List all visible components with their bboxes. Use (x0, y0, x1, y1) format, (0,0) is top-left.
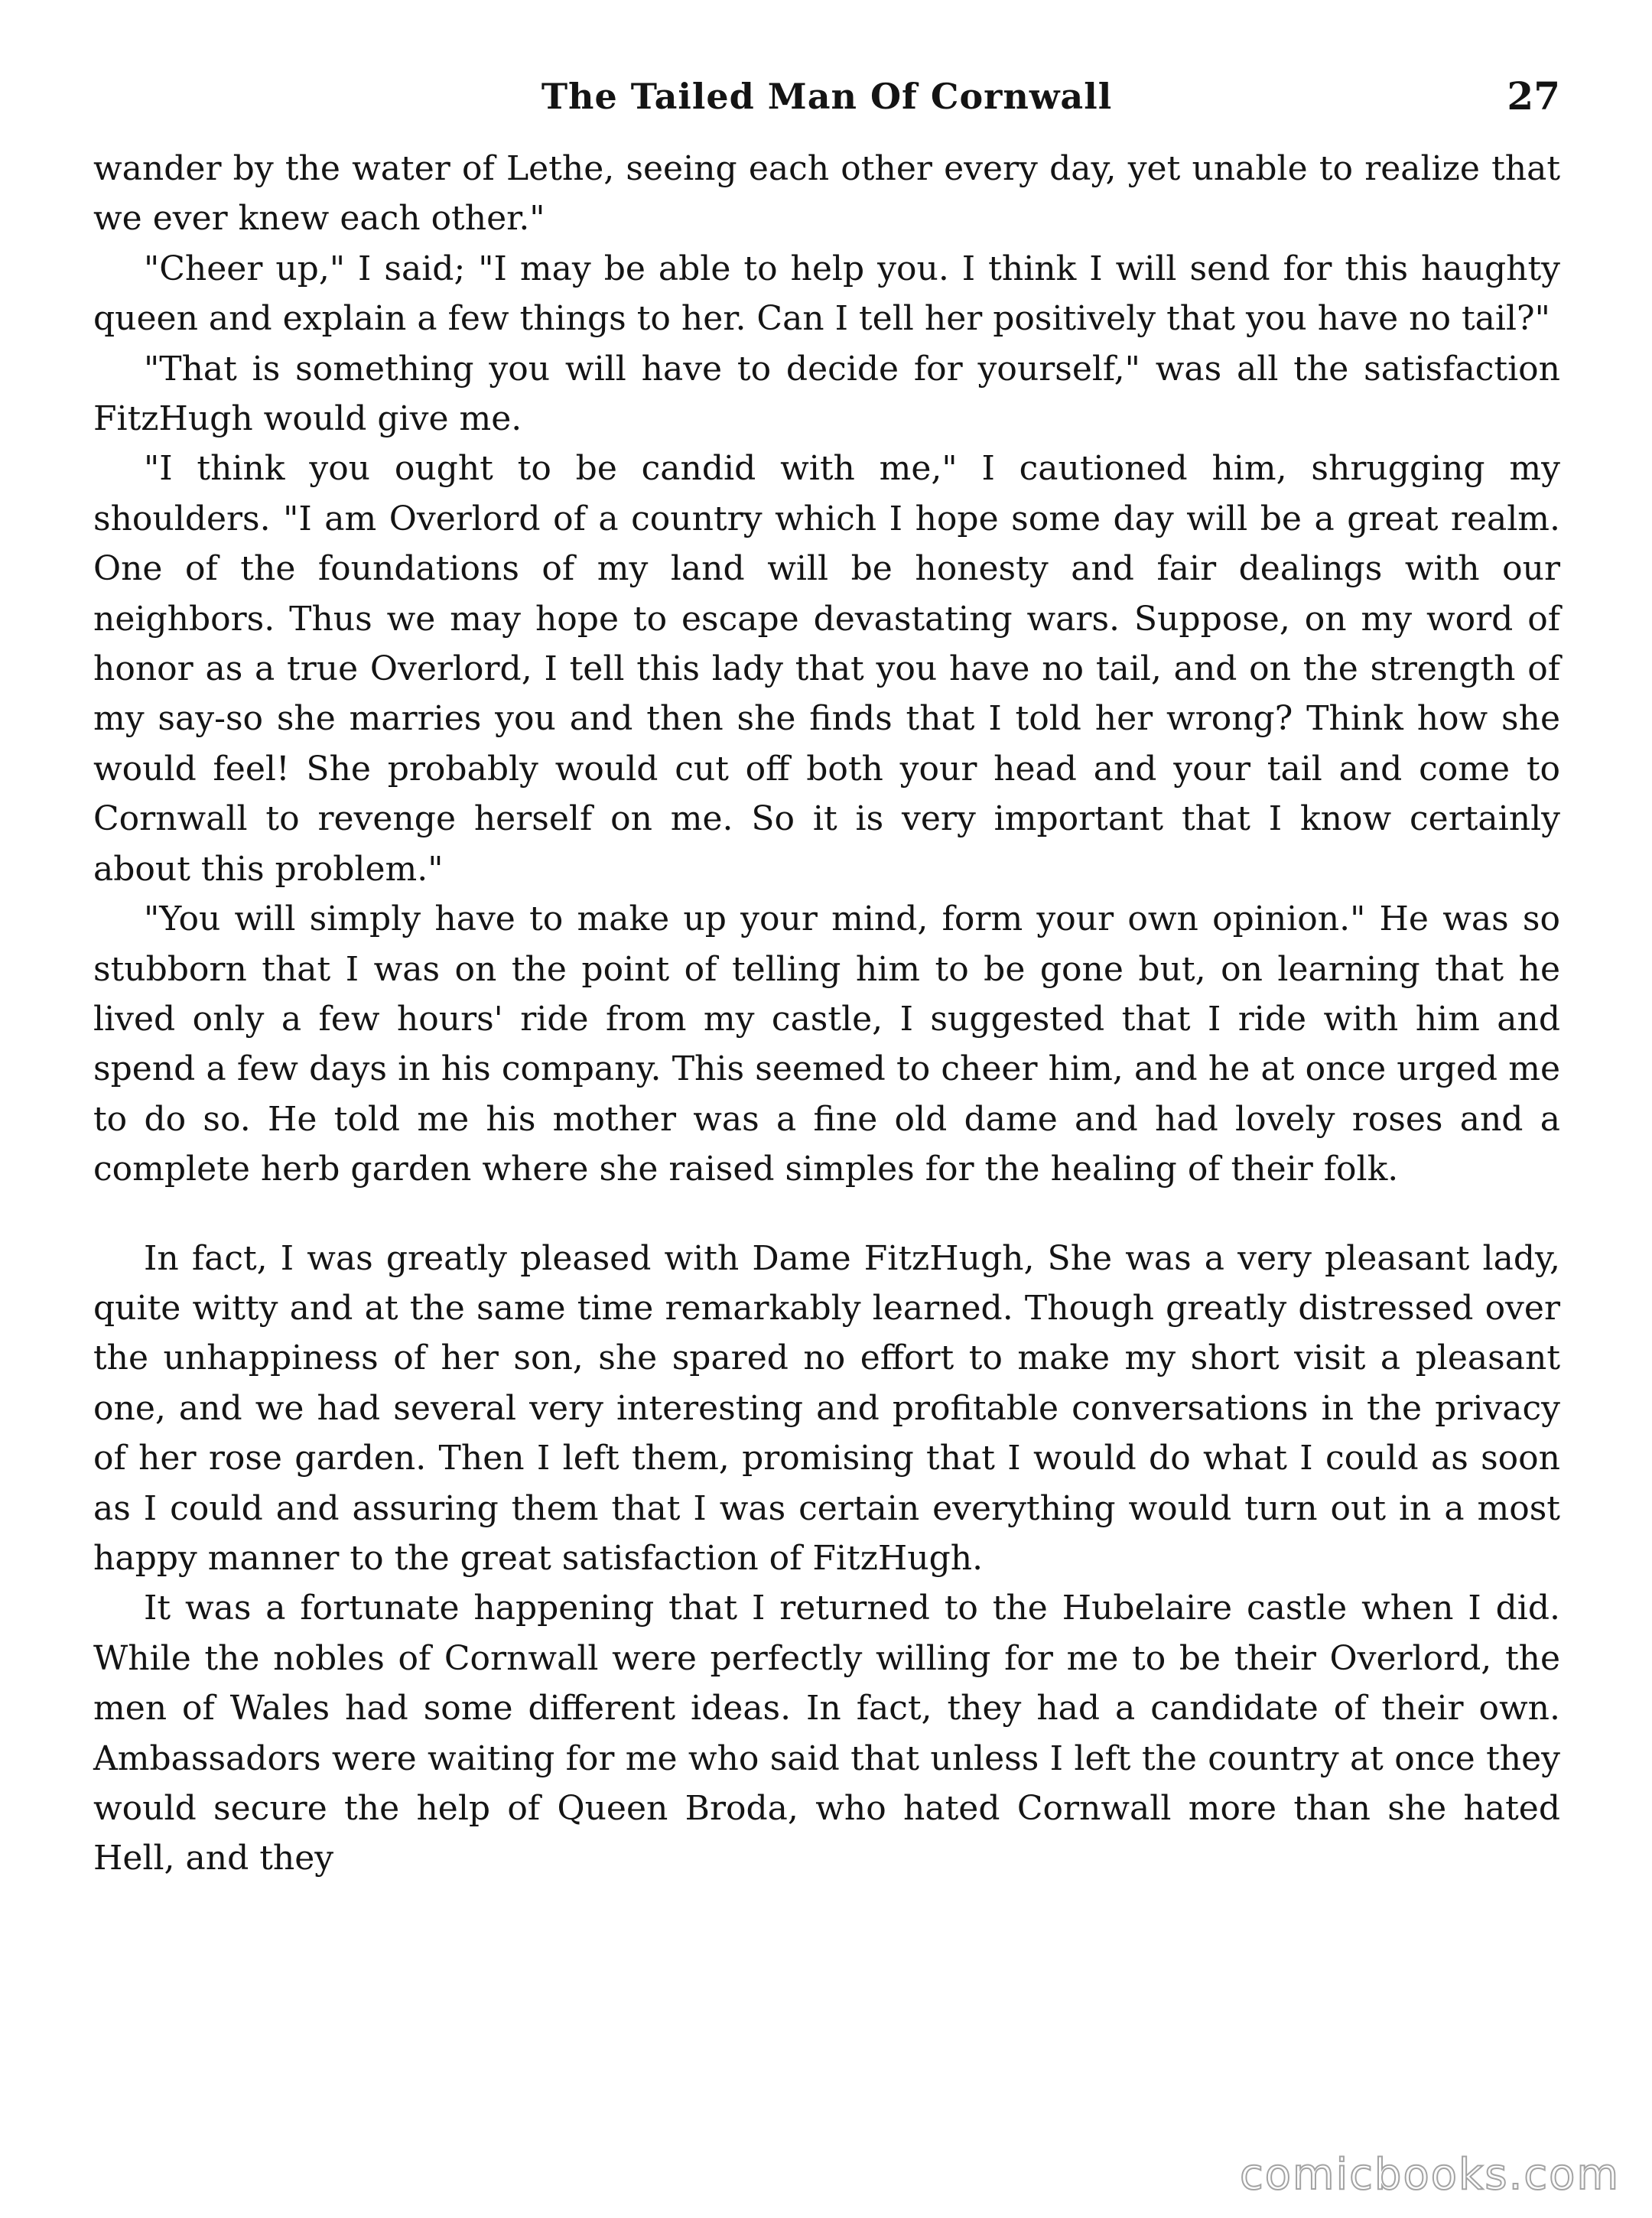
running-title: The Tailed Man Of Cornwall (541, 76, 1113, 117)
running-header (93, 73, 1560, 133)
watermark: comicbooks.com (1239, 2150, 1620, 2200)
book-page (93, 73, 1560, 2184)
paragraph-continuation: wander by the water of Lethe, seeing each other every day, yet unable to realize that we ever knew each other." (93, 149, 1560, 239)
body-text (93, 144, 1560, 1884)
paragraph: "You will simply have to make up your mind, form your own opinion." He was so stubborn that I was on the point of telling him to be gone but, on learning that he lived only a few hours' ride from my castle, I suggested that I ride with him and spend a few days in his company. This seemed to cheer him, and he at once urged me to do so. He told me his mother was a fine old dame and had lovely roses and a complete herb garden where she raised simples for the healing of their folk. (93, 899, 1560, 1189)
paragraph: "Cheer up," I said; "I may be able to help you. I think I will send for this haughty queen and explain a few things to her. Can I tell her positively that you have no tail?" (93, 249, 1560, 339)
paragraph-section-start: In fact, I was greatly pleased with Dame FitzHugh, She was a very pleasant lady, quite witty and at the same time remarkably learned. Though greatly distressed over the unhappiness of her son, she spared no effort to make my short visit a pleasant one, and we had several very interesting and profitable conversations in the privacy of her rose garden. Then I left them, promising that I would do what I could as soon as I could and assuring them that I was certain everything would turn out in a most happy manner to the great satisfaction of FitzHugh. (93, 1238, 1560, 1578)
paragraph: "That is something you will have to decide for yourself," was all the satisfaction FitzHugh would give me. (93, 349, 1560, 439)
paragraph: "I think you ought to be candid with me," I cautioned him, shrugging my shoulders. "I am Overlord of a country which I hope some day will be a great realm. One of the foundations of my land will be honesty and fair dealings with our neighbors. Thus we may hope to escape devastating wars. Suppose, on my word of honor as a true Overlord, I tell this lady that you have no tail, and on the strength of my say-so she marries you and then she finds that I told her wrong? Think how she would feel! She probably would cut off both your head and your tail and come to Cornwall to revenge herself on me. So it is very important that I know certainly about this problem." (93, 449, 1560, 889)
paragraph: It was a fortunate happening that I returned to the Hubelaire castle when I did. While the nobles of Cornwall were perfectly willing for me to be their Overlord, the men of Wales had some different ideas. In fact, they had a candidate of their own. Ambassadors were waiting for me who said that unless I left the country at once they would secure the help of Queen Broda, who hated Cornwall more than she hated Hell, and they (93, 1589, 1560, 1878)
page-number: 27 (1507, 73, 1560, 119)
